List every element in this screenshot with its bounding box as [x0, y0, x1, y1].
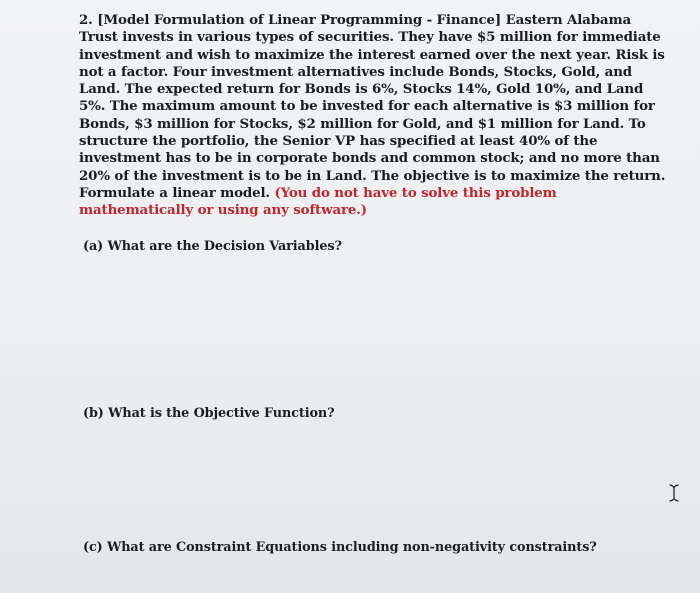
text-cursor-icon — [668, 484, 680, 502]
problem-text: [Model Formulation of Linear Programming - Finance] Eastern Alabama Trust invests in various types of securities. They have $5 million for immediate investment and wish to maximize the interest earned over the next year. Risk is not a factor. Four investment alternatives include Bonds, Stocks, Gold, and Land. The expected return for Bonds is 6%, Stocks 14%, Gold 10%, and Land 5%. The maximum amount to be invested for each alternative is $3 million for Bonds, $3 million for Stocks, $2 million for Gold, and $1 million for Land. To structure the portfolio, the Senior VP has specified at least 40% of the investment has to be in corporate bonds and common stock; and no more than 20% of the investment is to be in Land. The objective is to maximize the return. Formulate a linear model. — [79, 12, 666, 201]
question-c: (c) What are Constraint Equations including non-negativity constraints? — [83, 540, 597, 555]
question-a: (a) What are the Decision Variables? — [83, 239, 342, 254]
problem-number: 2. — [79, 12, 93, 28]
question-b: (b) What is the Objective Function? — [83, 406, 335, 421]
problem-statement — [79, 12, 669, 220]
problem-note: (You do not have to solve this problem mathematically or using any software.) — [79, 184, 557, 219]
